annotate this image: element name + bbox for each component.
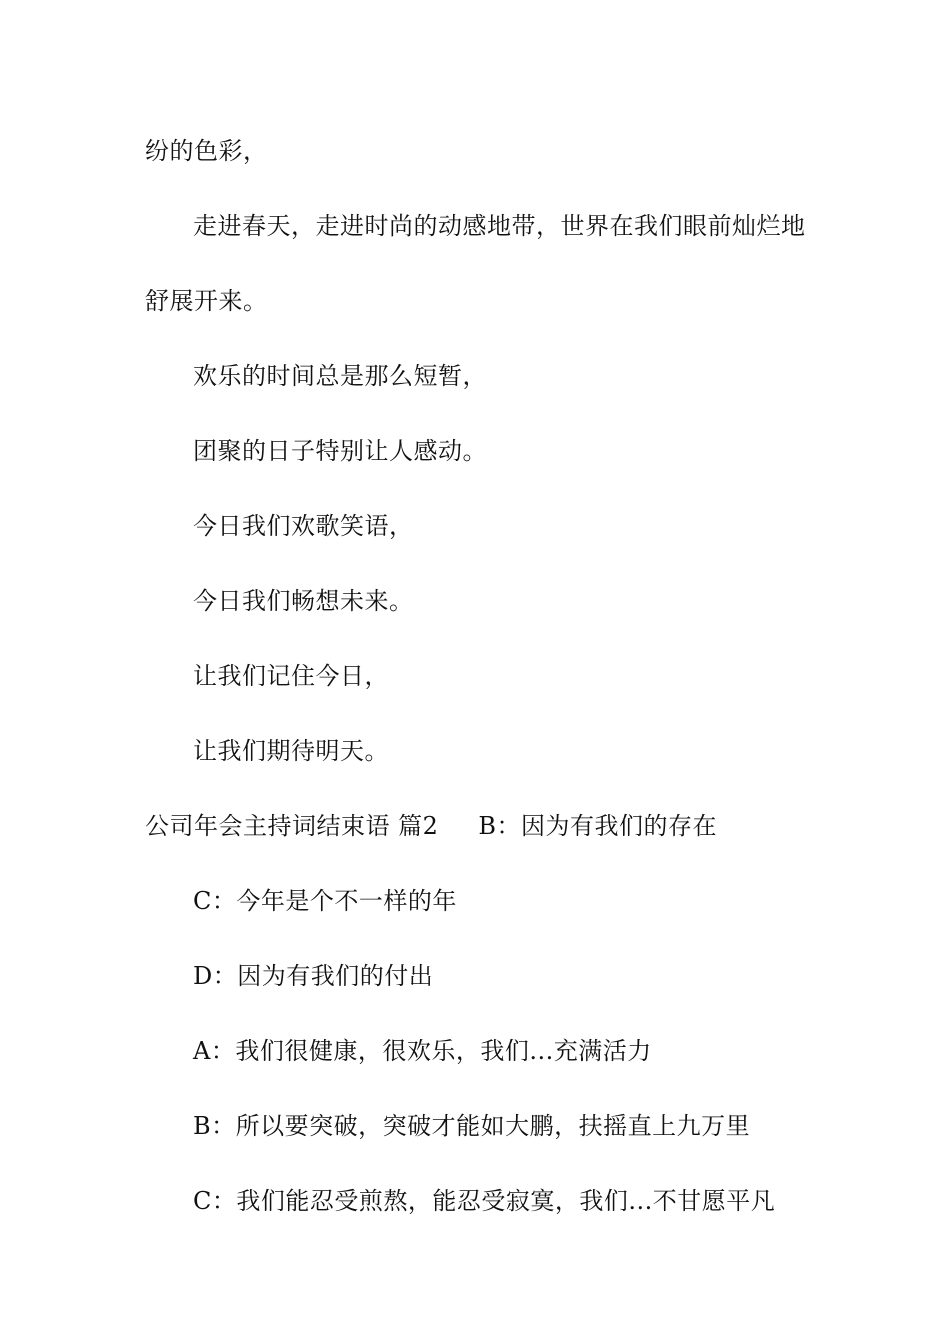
dialogue-line: A：我们很健康，很欢乐，我们...充满活力 (193, 1037, 652, 1065)
paragraph-line: 舒展开来。 (145, 287, 268, 315)
paragraph-line: 今日我们欢歌笑语， (193, 512, 414, 540)
paragraph-line: 走进春天，走进时尚的动感地带，世界在我们眼前灿烂地 (193, 212, 806, 240)
dialogue-line: D：因为有我们的付出 (193, 962, 434, 990)
paragraph-line: 让我们记住今日， (193, 662, 389, 690)
dialogue-line: C：我们能忍受煎熬，能忍受寂寞，我们...不甘愿平凡 (193, 1187, 776, 1215)
dialogue-line: C：今年是个不一样的年 (193, 887, 457, 915)
dialogue-line: B：所以要突破，突破才能如大鹏，扶摇直上九万里 (193, 1112, 751, 1140)
paragraph-line: 团聚的日子特别让人感动。 (193, 437, 487, 465)
paragraph-line: 今日我们畅想未来。 (193, 587, 414, 615)
paragraph-line: 欢乐的时间总是那么短暂， (193, 362, 487, 390)
dialogue-line: B：因为有我们的存在 (478, 812, 718, 840)
section-heading: 公司年会主持词结束语 篇2 (145, 812, 439, 840)
paragraph-line: 让我们期待明天。 (193, 737, 389, 765)
section-heading-line (145, 811, 717, 841)
paragraph-line: 纷的色彩， (145, 137, 268, 165)
